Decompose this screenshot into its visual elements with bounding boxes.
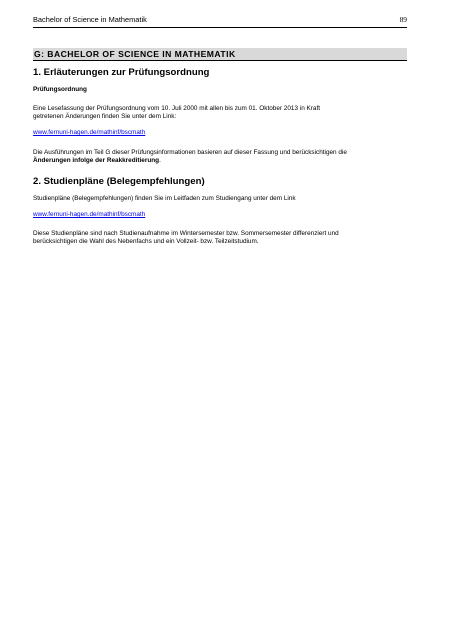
page-number: 89 bbox=[399, 15, 407, 24]
paragraph-lesefassung-line2: getretenen Änderungen finden Sie unter dem Link: bbox=[33, 113, 177, 120]
section-heading-studienplaene: 2. Studienpläne (Belegempfehlungen) bbox=[33, 176, 205, 187]
reakkreditierung-emphasis: Änderungen infolge der Reakkreditierung bbox=[33, 157, 160, 164]
paragraph-ausfuehrungen-line1: Die Ausführungen im Teil G dieser Prüfungsinformationen basieren auf dieser Fassung und berücksichtigen die bbox=[33, 149, 347, 156]
section-heading-pruefungsordnung: 1. Erläuterungen zur Prüfungsordnung bbox=[33, 67, 210, 78]
chapter-title: G: BACHELOR OF SCIENCE IN MATHEMATIK bbox=[34, 49, 236, 59]
subheading-pruefungsordnung: Prüfungsordnung bbox=[33, 86, 87, 93]
link-bscmath-studyguide[interactable]: www.fernuni-hagen.de/mathinf/bscmath bbox=[33, 211, 146, 218]
sentence-period: . bbox=[159, 157, 161, 164]
running-header bbox=[33, 12, 407, 28]
header-title: Bachelor of Science in Mathematik bbox=[33, 15, 147, 24]
chapter-banner bbox=[33, 48, 407, 61]
link-bscmath-regulations[interactable]: www.fernuni-hagen.de/mathinf/bscmath bbox=[33, 129, 146, 136]
paragraph-lesefassung-line1: Eine Lesefassung der Prüfungsordnung vom 10. Juli 2000 mit allen bis zum 01. Oktober 2013 in Kraft bbox=[33, 105, 321, 112]
paragraph-studienplaene-intro: Studienpläne (Belegempfehlungen) finden Sie im Leitfaden zum Studiengang unter dem Link bbox=[33, 195, 296, 202]
paragraph-differenziert-line1: Diese Studienpläne sind nach Studienaufnahme im Wintersemester bzw. Sommersemester differenziert und bbox=[33, 230, 339, 237]
paragraph-ausfuehrungen-line2 bbox=[33, 157, 161, 165]
paragraph-differenziert-line2: berücksichtigen die Wahl des Nebenfachs und ein Vollzeit- bzw. Teilzeitstudium. bbox=[33, 238, 259, 245]
